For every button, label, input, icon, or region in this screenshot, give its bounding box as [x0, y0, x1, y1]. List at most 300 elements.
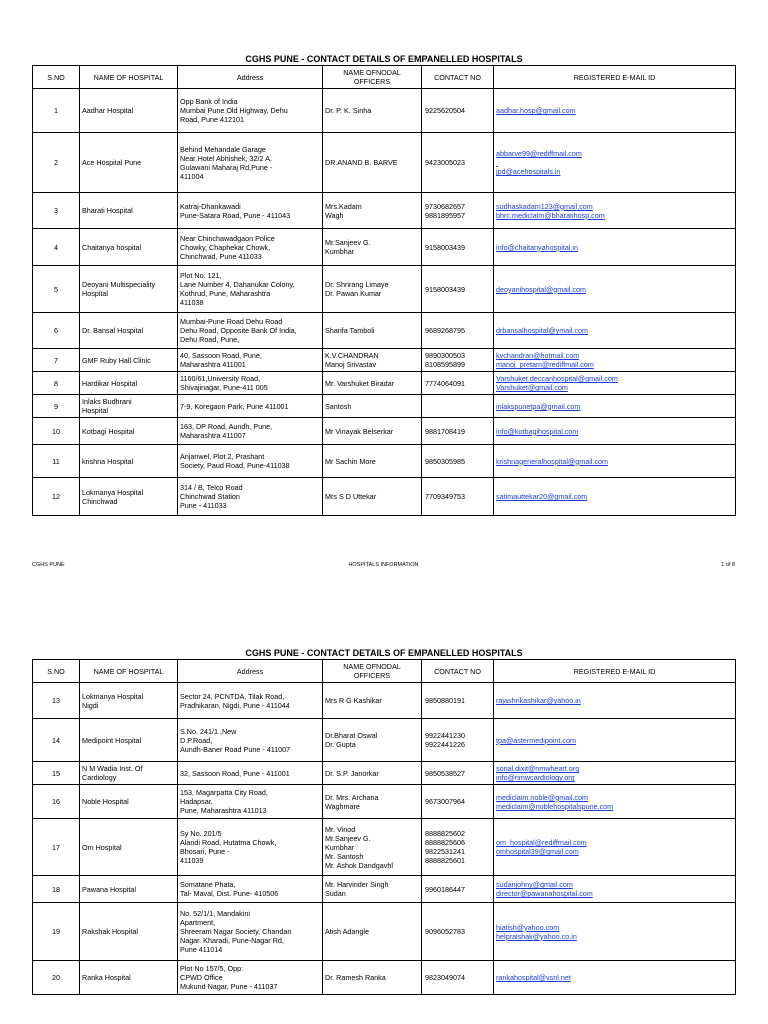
table-row	[33, 266, 736, 313]
address-line: Pune - 411033	[180, 501, 227, 510]
sno-cell: 5	[33, 266, 80, 313]
table-row	[33, 819, 736, 876]
nodal-officer-cell	[323, 395, 422, 418]
email-link[interactable]: sudhaskadam123@gmail.com	[496, 201, 593, 211]
hospital-name-line: Pawana Hospital	[82, 884, 136, 894]
officer-line: Waghmare	[325, 801, 360, 811]
address-line: Maharashtra 411007	[180, 431, 246, 440]
nodal-officer-cell	[323, 229, 422, 266]
page2-title: CGHS PUNE - CONTACT DETAILS OF EMPANELLED HOSPITALS	[245, 648, 523, 658]
sno-cell: 14	[33, 719, 80, 762]
email-link[interactable]: bhrc.mediclaim@bharatihosp.com	[496, 210, 605, 220]
officer-line: Mrs R G Kashikar	[325, 696, 382, 705]
officer-line: Kumbhar	[325, 247, 355, 256]
email-link[interactable]: drbansalhospital@ymail.com	[496, 326, 588, 335]
address-cell	[178, 133, 323, 193]
col-address-header: Address	[178, 660, 323, 683]
contact-number: 9673007964	[425, 797, 465, 806]
nodal-officer-cell	[323, 785, 422, 819]
address-line: Mumbai-Pune Road Dehu Road	[180, 317, 283, 326]
email-link[interactable]: sonal.dixit@nmwheart.org	[496, 764, 580, 773]
col-address-header: Address	[178, 66, 323, 89]
email-cell	[494, 349, 736, 372]
email-link[interactable]: jpd@acehospitals.in	[496, 167, 561, 176]
table-row	[33, 719, 736, 762]
email-link[interactable]: Varshuket@gmail.com	[496, 383, 568, 392]
email-link[interactable]: info@kotbagihospital.com	[496, 426, 579, 436]
sno-cell: 11	[33, 445, 80, 478]
sno-cell: 3	[33, 193, 80, 229]
hospital-name-line: Deoyani Multispeciality	[82, 280, 156, 289]
officer-line: Mrs.Kadam	[325, 201, 362, 211]
hospital-name-line: Aadhar Hospital	[82, 106, 134, 115]
table-row	[33, 193, 736, 229]
hospital-name-cell	[80, 719, 178, 762]
hospital-name-cell	[80, 785, 178, 819]
officer-line: Mr.Sanjeev G.	[325, 238, 371, 247]
table-row	[33, 89, 736, 133]
address-line: Pune 411014	[180, 945, 223, 954]
page1-title: CGHS PUNE - CONTACT DETAILS OF EMPANELLED HOSPITALS	[245, 54, 523, 64]
address-line: Dehu Road, Pune,	[180, 335, 240, 344]
sno-cell: 12	[33, 478, 80, 516]
officer-line: Mr. Harvinder Singh	[325, 880, 389, 889]
address-line: Maharashtra 411001	[180, 360, 246, 369]
email-link[interactable]: deoyanihospital@gmail.com	[496, 284, 586, 294]
address-line: No. 52/1/1, Mandakini	[180, 909, 250, 918]
contact-number: 9423005023	[425, 158, 465, 167]
address-line: 153, Magarpatta City Road,	[180, 788, 268, 797]
nodal-officer-cell	[323, 89, 422, 133]
contact-cell	[422, 313, 494, 349]
address-line: 411039	[180, 856, 204, 865]
address-line: Opp Bank of India	[180, 97, 238, 106]
table-row	[33, 372, 736, 395]
hospital-name-line: Cardiology	[82, 773, 117, 782]
nodal-officer-cell	[323, 349, 422, 372]
officer-line: K.V.CHANDRAN	[325, 351, 379, 360]
email-link[interactable]: Varshuket.deccanhospital@gmail.com	[496, 374, 618, 383]
address-line: Nagar. Kharadi, Pune-Nagar Rd,	[180, 936, 284, 945]
address-line: Kothrud, Pune, Maharashtra	[180, 289, 271, 298]
table-row	[33, 478, 736, 516]
sno-cell: 2	[33, 133, 80, 193]
email-cell	[494, 418, 736, 445]
address-line: Lane Number 4, Dahanukar Colony,	[180, 280, 295, 289]
address-cell	[178, 819, 323, 876]
sno-cell: 13	[33, 683, 80, 719]
contact-number: 7709349753	[425, 492, 465, 501]
address-line: Bhosari, Pune -	[180, 847, 230, 856]
contact-cell	[422, 133, 494, 193]
hospital-name-line: Chaitanya hospital	[82, 242, 142, 252]
email-cell	[494, 876, 736, 903]
address-line: Near Hotel Abhishek, 32/2 A,	[180, 153, 272, 163]
officer-line: Wagh	[325, 210, 344, 220]
hospital-name-cell	[80, 683, 178, 719]
address-line: Chowky, Chaphekar Chowk,	[180, 242, 271, 252]
officer-line: Sharifa Tamboli	[325, 326, 375, 335]
contact-number: 9225620504	[425, 106, 465, 115]
hospital-name-cell	[80, 372, 178, 395]
email-link[interactable]: satimauttekar20@gmail.com	[496, 492, 588, 501]
nodal-officer-cell	[323, 719, 422, 762]
email-link[interactable]: rajashrikashikar@yahoo.in	[496, 696, 581, 705]
address-line: 7-9, Koregaon Park, Pune 411001	[180, 401, 289, 411]
address-line: Shivajinagar, Pune-411 005	[180, 383, 268, 392]
hospital-name-line: krishna Hospital	[82, 456, 134, 466]
nodal-officer-cell	[323, 961, 422, 995]
email-cell	[494, 762, 736, 785]
hospital-name-cell	[80, 418, 178, 445]
contact-number: 8888825602	[425, 829, 465, 838]
nodal-officer-cell	[323, 313, 422, 349]
hospital-name-line: N M Wadia Inst. Of	[82, 764, 143, 773]
nodal-officer-cell	[323, 372, 422, 395]
hospital-name-line: Hospital	[82, 406, 108, 415]
email-link[interactable]: om_hospital@rediffmail.com	[496, 838, 587, 847]
table-row	[33, 349, 736, 372]
officer-line: Dr. Ramesh Ranka	[325, 973, 386, 982]
table-row	[33, 445, 736, 478]
contact-number: 9730682657	[425, 201, 465, 211]
address-line: Katraj-Dhankawadi	[180, 201, 241, 211]
address-line: Road, Pune 412101	[180, 115, 244, 124]
sno-cell: 8	[33, 372, 80, 395]
address-line: Plot No 157/5, Opp:	[180, 964, 244, 973]
email-link[interactable]: aadhar.hosp@gmail.com	[496, 106, 576, 115]
hospital-name-line: Medipoint Hospital	[82, 735, 142, 745]
contact-number: 9890300503	[425, 351, 465, 360]
hospital-name-line: Lokmanya Hospital	[82, 487, 144, 497]
hospital-name-line: Ace Hospital Pune	[82, 158, 142, 167]
address-line: Pune-Satara Road, Pune - 411043	[180, 210, 291, 220]
nodal-officer-cell	[323, 418, 422, 445]
contact-number: 7774064091	[425, 378, 465, 388]
contact-cell	[422, 229, 494, 266]
col-email-header: REGISTERED E-MAIL ID	[494, 66, 736, 89]
address-line: Near Chinchawadgaon Police	[180, 233, 275, 243]
hospital-name-line: Noble Hospital	[82, 797, 129, 806]
contact-cell	[422, 961, 494, 995]
hospital-name-line: Rakshak Hospital	[82, 927, 138, 936]
address-cell	[178, 349, 323, 372]
table-header-row	[33, 66, 736, 89]
address-cell	[178, 876, 323, 903]
contact-number: 9689268795	[425, 326, 465, 335]
address-line: Gulawani Maharaj Rd,Pune -	[180, 162, 273, 172]
sno-cell: 10	[33, 418, 80, 445]
address-line: 411004	[180, 171, 204, 181]
address-line: Hadapsar,	[180, 797, 213, 806]
contact-number: 9158003439	[425, 242, 465, 252]
contact-cell	[422, 478, 494, 516]
col-nodal-officers-header: NAME OFNODAL OFFICERS	[323, 660, 422, 683]
contact-number: 9960186447	[425, 884, 465, 894]
email-link	[496, 158, 733, 167]
col-contact-no-header: CONTACT NO	[422, 660, 494, 683]
nodal-officer-cell	[323, 876, 422, 903]
contact-cell	[422, 719, 494, 762]
contact-cell	[422, 349, 494, 372]
address-cell	[178, 762, 323, 785]
contact-cell	[422, 418, 494, 445]
email-link[interactable]: info@nmwcardiology.org	[496, 773, 575, 782]
contact-cell	[422, 785, 494, 819]
email-link[interactable]: tpa@astermedipoint.com	[496, 735, 577, 745]
sno-cell: 17	[33, 819, 80, 876]
nodal-officer-cell	[323, 683, 422, 719]
officer-line: Santosh	[325, 401, 352, 411]
email-cell	[494, 903, 736, 961]
nodal-officer-cell	[323, 445, 422, 478]
contact-number: 9822531241	[425, 847, 465, 856]
contact-number: 9881895957	[425, 210, 465, 220]
address-line: Tal- Maval, Dist. Pune- 410506	[180, 889, 279, 898]
sno-cell: 1	[33, 89, 80, 133]
address-cell	[178, 395, 323, 418]
hospital-name-cell	[80, 89, 178, 133]
address-line: S.No. 241/1 ,New	[180, 726, 237, 736]
address-line: Plot No. 121,	[180, 271, 222, 280]
hospital-name-cell	[80, 133, 178, 193]
nodal-officer-cell	[323, 266, 422, 313]
hospital-name-cell	[80, 193, 178, 229]
contact-number: 9850538527	[425, 768, 465, 778]
email-link[interactable]: manoj_pretam@rediffmail.com	[496, 360, 594, 369]
sno-cell: 19	[33, 903, 80, 961]
address-line: Behind Mehandale Garage	[180, 144, 266, 154]
email-cell	[494, 785, 736, 819]
email-cell	[494, 445, 736, 478]
col-hospital-name-header: NAME OF HOSPITAL	[80, 66, 178, 89]
address-cell	[178, 372, 323, 395]
table-row	[33, 418, 736, 445]
contact-cell	[422, 903, 494, 961]
email-cell	[494, 961, 736, 995]
email-link[interactable]: helpralshak@yahoo.co.in	[496, 931, 577, 941]
hospital-name-line: Dr. Bansal Hospital	[82, 326, 144, 335]
hospital-name-line: Chinchwad	[82, 496, 118, 506]
address-line: Sector 24, PCNTDA, Tilak Road,	[180, 691, 285, 701]
email-cell	[494, 89, 736, 133]
officer-line: Sudan	[325, 889, 346, 898]
nodal-officer-cell	[323, 819, 422, 876]
officer-line: Dr. P. K. Sinha	[325, 106, 372, 115]
officer-line: Dr. Pawan Kumar	[325, 289, 382, 298]
hospital-name-cell	[80, 266, 178, 313]
address-cell	[178, 719, 323, 762]
address-line: Aundh-Baner Road Pune - 411007	[180, 744, 291, 754]
nodal-officer-cell	[323, 903, 422, 961]
email-link[interactable]: kvchandran@hotmail.com	[496, 351, 580, 360]
hospital-name-cell	[80, 961, 178, 995]
email-link[interactable]: director@pawanahospital.com	[496, 889, 593, 898]
address-line: Somatane Phata,	[180, 880, 236, 889]
email-cell	[494, 229, 736, 266]
address-cell	[178, 418, 323, 445]
email-link[interactable]: rankahospital@vsnl.net	[496, 973, 571, 982]
officer-line: Mr. Varshuket Biradar	[325, 378, 394, 388]
contact-cell	[422, 445, 494, 478]
sno-cell: 7	[33, 349, 80, 372]
contact-cell	[422, 89, 494, 133]
hospital-name-cell	[80, 819, 178, 876]
officer-line: Manoj Srivastav	[325, 360, 377, 369]
officer-line: Mr.Sanjeev G.	[325, 833, 371, 843]
contact-number: 9850880191	[425, 696, 465, 705]
contact-cell	[422, 762, 494, 785]
table-row	[33, 229, 736, 266]
hospital-name-cell	[80, 313, 178, 349]
address-cell	[178, 313, 323, 349]
address-line: 163, DP Road, Aundh, Pune,	[180, 422, 273, 431]
officer-line: Mr. Vinod	[325, 824, 356, 834]
col-nodal-officers-header: NAME OFNODAL OFFICERS	[323, 66, 422, 89]
address-line: Society, Paud Road, Pune-411038	[180, 461, 290, 470]
address-line: Sy No. 201/5	[180, 829, 222, 838]
table-row	[33, 785, 736, 819]
address-line: D.P.Road,	[180, 735, 213, 745]
address-line: Dehu Road, Opposite Bank Of India,	[180, 326, 297, 335]
col-email-header: REGISTERED E-MAIL ID	[494, 660, 736, 683]
address-line: Pradhikaran, Nigdi, Pune - 411044	[180, 700, 290, 710]
sno-cell: 18	[33, 876, 80, 903]
address-cell	[178, 266, 323, 313]
table-row	[33, 903, 736, 961]
email-cell	[494, 266, 736, 313]
contact-cell	[422, 876, 494, 903]
email-link[interactable]: omhospital39@gmail.com	[496, 847, 579, 856]
col-hospital-name-header: NAME OF HOSPITAL	[80, 660, 178, 683]
contact-number: 8888825606	[425, 838, 465, 847]
address-cell	[178, 89, 323, 133]
hospital-name-cell	[80, 395, 178, 418]
footer-page-number: 1 of 8	[721, 562, 735, 568]
table-row	[33, 395, 736, 418]
email-cell	[494, 683, 736, 719]
officer-line: Dr. Shrirang Limaye	[325, 280, 389, 289]
sno-cell: 6	[33, 313, 80, 349]
contact-cell	[422, 193, 494, 229]
hospital-name-line: Hospital	[82, 289, 108, 298]
sno-cell: 20	[33, 961, 80, 995]
email-cell	[494, 819, 736, 876]
hospital-name-cell	[80, 903, 178, 961]
email-link[interactable]: info@chaitanyahospital.in	[496, 242, 579, 252]
contact-number: 9096052783	[425, 927, 465, 936]
nodal-officer-cell	[323, 762, 422, 785]
officer-line: Kumbhar	[325, 842, 355, 852]
address-line: Anjanwel, Plot 2, Prashant	[180, 452, 265, 461]
contact-cell	[422, 266, 494, 313]
address-cell	[178, 961, 323, 995]
address-line: Mumbai Pune Old Highway, Dehu	[180, 106, 288, 115]
email-link[interactable]: inlakspunetpa@gmail.com	[496, 401, 581, 411]
contact-cell	[422, 372, 494, 395]
address-cell	[178, 903, 323, 961]
address-cell	[178, 193, 323, 229]
email-cell	[494, 193, 736, 229]
contact-number: 9850305985	[425, 456, 465, 466]
hospital-name-line: Hardikar Hospital	[82, 378, 138, 388]
email-cell	[494, 133, 736, 193]
hospital-name-line: Ranka Hospital	[82, 973, 131, 982]
email-link[interactable]: mediclaim@noblehospitalspune.com	[496, 801, 614, 811]
nodal-officer-cell	[323, 193, 422, 229]
officer-line: Mr. Ashok Dandgavhl	[325, 860, 393, 870]
officer-line: DR.ANAND B. BARVE	[325, 158, 398, 167]
address-line: CPWD Office	[180, 973, 223, 982]
email-cell	[494, 719, 736, 762]
email-link[interactable]: abbarve99@rediffmail.com	[496, 149, 582, 158]
address-line: Chinchwad Station	[180, 492, 240, 501]
address-line: Shreeram Nagar Society, Chandan	[180, 927, 292, 936]
nodal-officer-cell	[323, 133, 422, 193]
contact-number: 8108595899	[425, 360, 465, 369]
email-link[interactable]: mediclaim.noble@gmail.com	[496, 792, 588, 802]
email-link[interactable]: sudanjohny@gmail.com	[496, 880, 573, 889]
contact-number: 9922441230	[425, 731, 465, 740]
address-line: Apartment,	[180, 918, 216, 927]
hospital-name-cell	[80, 762, 178, 785]
address-cell	[178, 445, 323, 478]
sno-cell: 4	[33, 229, 80, 266]
address-cell	[178, 478, 323, 516]
table-row	[33, 133, 736, 193]
email-cell	[494, 478, 736, 516]
email-cell	[494, 395, 736, 418]
hospital-name-line: Kotbagi Hospital	[82, 426, 135, 436]
table-header-row	[33, 660, 736, 683]
hospital-name-line: Inlaks Budhrani	[82, 397, 132, 406]
contact-number: 9881708419	[425, 426, 465, 436]
contact-number: 9158003439	[425, 284, 465, 294]
officer-line: Mr Sachin More	[325, 456, 376, 466]
footer-left: CGHS PUNE	[32, 562, 65, 568]
contact-cell	[422, 395, 494, 418]
nodal-officer-cell	[323, 478, 422, 516]
hospital-name-cell	[80, 478, 178, 516]
contact-cell	[422, 683, 494, 719]
email-cell	[494, 313, 736, 349]
table-row	[33, 876, 736, 903]
col-sno-header: S.NO	[33, 66, 80, 89]
officer-line: Atish Adangle	[325, 927, 369, 936]
address-line: Mukund Nagar, Pune - 411037	[180, 982, 278, 991]
officer-line: Mr Vinayak Belserkar	[325, 426, 394, 436]
hospital-name-cell	[80, 349, 178, 372]
hospital-name-line: Nigdi	[82, 700, 99, 710]
address-line: 32, Sassoon Road, Pune - 411001	[180, 768, 290, 778]
officer-line: Dr. S.P. Janorkar	[325, 768, 379, 778]
footer-center: HOSPITALS INFORMATION	[348, 562, 419, 568]
contact-number	[425, 402, 491, 411]
contact-number: 8888825601	[425, 856, 465, 865]
email-link[interactable]: hiatish@yahoo.com	[496, 922, 560, 932]
hospital-name-line: Bharati Hospital	[82, 206, 133, 215]
contact-cell	[422, 819, 494, 876]
table-row	[33, 762, 736, 785]
email-link[interactable]: krishnageneralhospital@gmail.com	[496, 456, 608, 466]
officer-line: Dr. Gupta	[325, 740, 356, 749]
hospital-name-line: Om Hospital	[82, 842, 122, 852]
hospitals-table-page1	[32, 65, 736, 516]
table-row	[33, 961, 736, 995]
address-line: Alandi Road, Hutatma Chowk,	[180, 838, 277, 847]
hospital-name-cell	[80, 445, 178, 478]
contact-number: 9922441226	[425, 740, 465, 749]
